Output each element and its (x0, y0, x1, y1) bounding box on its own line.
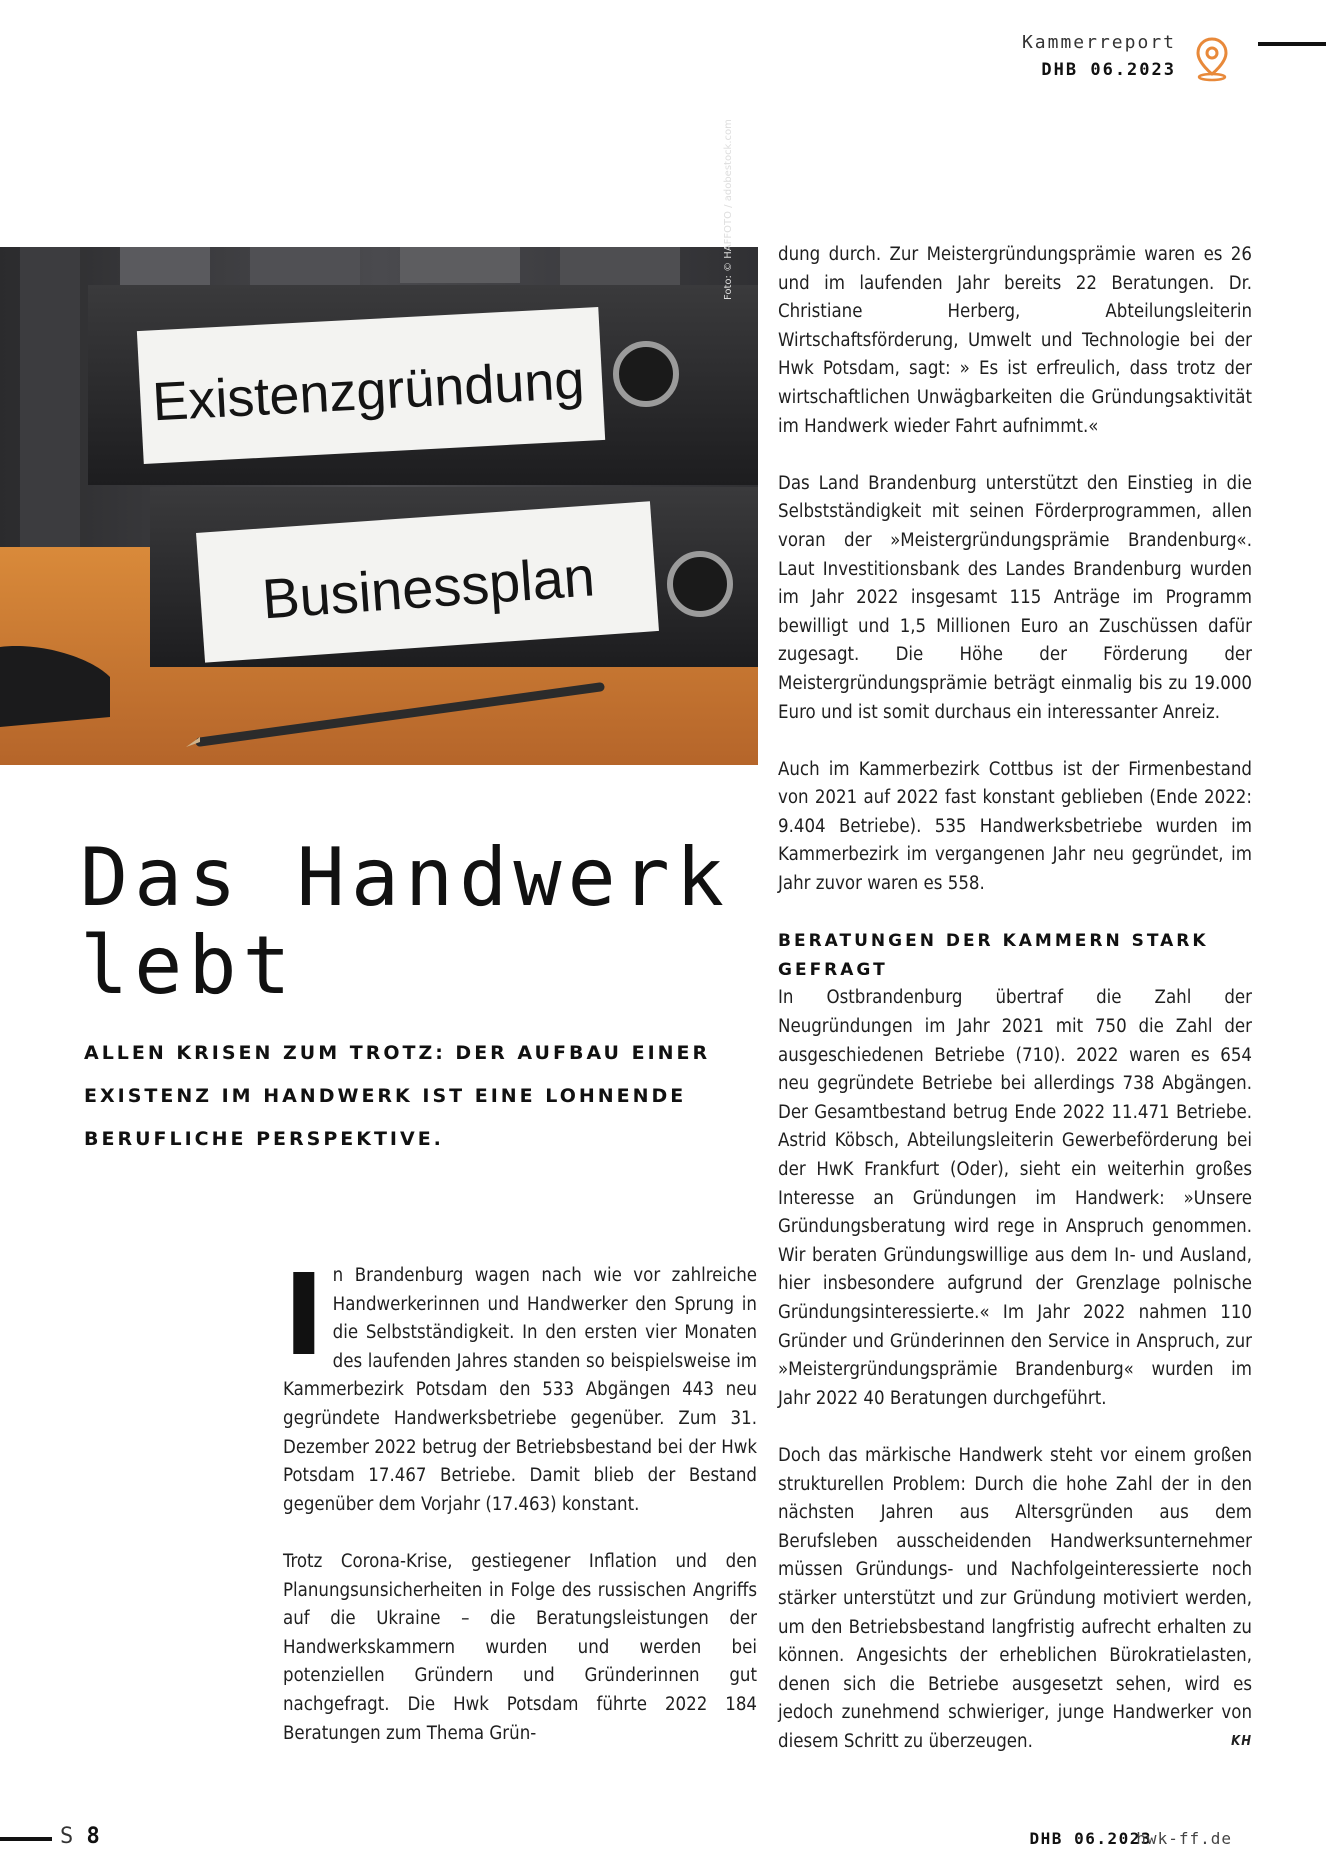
paragraph-text: n Brandenburg wagen nach wie vor zahlreiche Handwerkerinnen und Handwerker den Sprung in die Selbstständigkeit. In den ersten vier Monaten des laufenden Jahres standen so beispielsweise im Kammerbezirk Potsdam den 533 Abgängen 443 neu gegründete Handwerksbetriebe gegenüber. Zum 31. Dezember 2022 betrug der Betriebsbestand bei der Hwk Potsdam 17.467 Betriebe. Damit blieb der Bestand gegenüber dem Vorjahr (17.463) konstant. (283, 1265, 757, 1515)
article-paragraph-2-continued: dung durch. Zur Meistergründungsprämie waren es 26 und im laufenden Jahr bereits 22 Beratungen. Dr. Christiane Herberg, Abteilungsleiterin Wirtschaftsförderung, Umwelt und Technologie bei der Hwk Potsdam, sagt: » Es ist erfreulich, dass trotz der wirtschaftlichen Unwägbarkeiten die Gründungsaktivität im Handwerk wieder Fahrt aufnimmt.« (778, 244, 1252, 437)
author-signature: KH (1231, 1733, 1252, 1749)
header-rule (1258, 42, 1326, 46)
article-paragraph-4: Auch im Kammerbezirk Cottbus ist der Firmenbestand von 2021 auf 2022 fast konstant geblieben (Ende 2022: 9.404 Betriebe). 535 Handwerksbetriebe wurden im Kammerbezirk im vergangenen Jahr neu gegründet, im Jahr zuvor waren es 558. (778, 758, 1252, 895)
subheadline: ALLEN KRISEN ZUM TROTZ: DER AUFBAU EINER EXISTENZ IM HANDWERK IST EINE LOHNENDE BERUFLICHE PERSPEKTIVE. (84, 1042, 711, 1150)
footer-issue: DHB 06.2023 (1029, 1829, 1152, 1848)
issue-label: DHB 06.2023 (1041, 60, 1176, 80)
binder-top-label: Existenzgründung (150, 349, 586, 433)
article-photo (0, 247, 758, 765)
headline-line-2: lebt (80, 919, 297, 1012)
article-column-right (778, 241, 1252, 1785)
page-prefix: S (60, 1824, 74, 1849)
section-label: Kammerreport (1021, 32, 1176, 53)
headline-line-1: Das Handwerk (80, 831, 730, 924)
headline (80, 831, 760, 1012)
article-paragraph-5: BERATUNGEN DER KAMMERN STARK GEFRAGT In Ostbrandenburg übertraf die Zahl der Neugründungen im Jahr 2021 mit 750 die Zahl der ausgeschiedenen Betriebe (710). 2022 waren es 654 neu gegründete Betriebe bei allerdings 738 Abgängen. Der Gesamtbestand betrug Ende 2022 11.471 Betriebe. Astrid Köbsch, Abteilungsleiterin Gewerbeförderung bei der HwK Frankfurt (Oder), sieht ein weiterhin großes Interesse an Gründungen im Handwerk: »Unsere Gründungsberatung wird rege in Anspruch genommen. Wir beraten Gründungswillige aus dem In- und Ausland, hier insbesondere aufgrund der Grenzlage polnische Gründungsinteressierte.« Im Jahr 2022 nahmen 110 Gründer und Gründerinnen den Service in Anspruch, zur »Meistergründungsprämie Brandenburg« wurden im Jahr 2022 40 Beratungen durchgeführt. (778, 927, 1252, 1413)
page-number-value: 8 (86, 1824, 100, 1849)
article-column-left (283, 1251, 757, 1777)
drop-cap: I (283, 1251, 325, 1381)
photo-credit: Foto: © HAFFOTO / adobestock.com (723, 119, 734, 300)
footer-rule (0, 1837, 52, 1841)
footer-url[interactable]: hwk-ff.de (1136, 1829, 1232, 1848)
article-paragraph-6: Doch das märkische Handwerk steht vor einem großen strukturellen Problem: Durch die hohe Zahl der in den nächsten Jahren aus Altersgründen aus dem Berufsleben ausscheidenden Handwerksunternehmer müssen Gründungs- und Nachfolgeinteressierte noch stärker unterstützt und zur Gründung motiviert werden, um den Betriebsbestand langfristig aufrecht erhalten zu können. Angesichts der erheblichen Bürokratielasten, denen sich die Betriebe ausgesetzt sehen, wird es jedoch zunehmend schwieriger, junge Handwerker von diesem Schritt zu überzeugen. KH (778, 1442, 1252, 1757)
article-paragraph-3: Das Land Brandenburg unterstützt den Einstieg in die Selbstständigkeit mit seinen Förderprogrammen, allen voran der »Meistergründungsprämie Brandenburg«. Laut Investitionsbank des Landes Brandenburg wurden im Jahr 2022 insgesamt 115 Anträge im Programm bewilligt und 1,5 Millionen Euro an Zuschüssen dafür zugesagt. Die Höhe der Förderung der Meistergründungsprämie beträgt einmalig bis zu 19.000 Euro und ist somit durchaus ein interessanter Anreiz. (778, 472, 1252, 723)
binder-bottom-label: Businessplan (260, 544, 597, 631)
article-paragraph-1 (283, 1251, 757, 1519)
section-subheading: BERATUNGEN DER KAMMERN STARK GEFRAGT (778, 931, 1209, 980)
location-pin-icon (1194, 36, 1230, 82)
binders-illustration (0, 247, 758, 765)
article-paragraph-2: Trotz Corona-Krise, gestiegener Inflation und den Planungsunsicherheiten in Folge des russischen Angriffs auf die Ukraine – die Beratungsleistungen der Handwerkskammern wurden und werden bei potenziellen Gründern und Gründerinnen gut nachgefragt. Die Hwk Potsdam führte 2022 184 Beratungen zum Thema Grün- (283, 1550, 757, 1744)
page-number (60, 1824, 100, 1849)
